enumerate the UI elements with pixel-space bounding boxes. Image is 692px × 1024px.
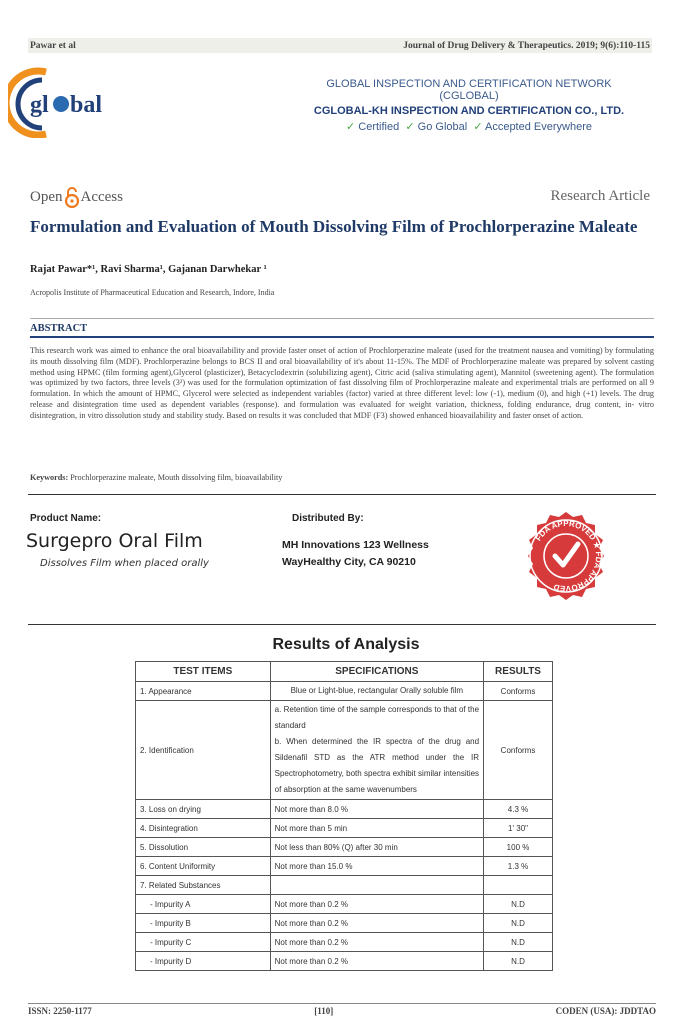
specification: Not more than 15.0 %: [270, 857, 483, 876]
result: N.D: [484, 914, 553, 933]
authors: Rajat Pawar*¹, Ravi Sharma¹, Gajanan Darwhekar ¹: [30, 264, 267, 275]
result: 1.3 %: [484, 857, 553, 876]
distributed-by-label: Distributed By:: [292, 513, 364, 524]
running-header: [28, 38, 652, 53]
result: Conforms: [484, 701, 553, 800]
svg-text:gl: gl: [30, 92, 49, 118]
specification: Blue or Light-blue, rectangular Orally soluble film: [270, 682, 483, 701]
open-text: Open: [30, 188, 63, 205]
affiliation: Acropolis Institute of Pharmaceutical Education and Research, Indore, India: [30, 288, 275, 297]
page-number: [110]: [314, 1006, 334, 1016]
product-name: Surgepro Oral Film: [26, 530, 203, 552]
specification: Not more than 8.0 %: [270, 800, 483, 819]
result: 100 %: [484, 838, 553, 857]
specification: a. Retention time of the sample corresponds to that of the standard b. When determined the IR spectra of the drug and Sildenafil STD as the ATR method under the IR Spectrophotometry, both spectra exhibit similar intensities of absorption at the same wavenumbers: [270, 701, 483, 800]
badge-go-global: Go Global: [417, 121, 468, 133]
table-row: [136, 838, 553, 857]
table-header-row: [136, 662, 553, 682]
specification: Not more than 0.2 %: [270, 895, 483, 914]
open-access-label: [30, 186, 123, 208]
test-item: - Impurity C: [136, 933, 271, 952]
table-row: [136, 819, 553, 838]
result: N.D: [484, 933, 553, 952]
badge-certified: Certified: [358, 121, 400, 133]
keywords: [30, 473, 282, 482]
distributor-address: [282, 537, 429, 571]
header-specifications: SPECIFICATIONS: [270, 662, 483, 682]
test-item: 6. Content Uniformity: [136, 857, 271, 876]
table-row: [136, 701, 553, 800]
table-row: [136, 933, 553, 952]
abstract-heading: ABSTRACT: [30, 318, 654, 338]
test-item: - Impurity B: [136, 914, 271, 933]
check-icon: ✓: [405, 121, 415, 133]
analysis-table: [135, 661, 553, 971]
result: [484, 876, 553, 895]
header-test-items: TEST ITEMS: [136, 662, 271, 682]
open-lock-icon: [64, 186, 80, 208]
divider: [28, 494, 656, 495]
table-row: [136, 800, 553, 819]
table-row: [136, 895, 553, 914]
keywords-text: Prochlorperazine maleate, Mouth dissolving film, bioavailability: [68, 473, 283, 482]
coden: CODEN (USA): JDDTAO: [555, 1006, 656, 1016]
svg-text:bal: bal: [70, 92, 103, 118]
cglobal-banner: [304, 78, 634, 133]
badge-accepted: Accepted Everywhere: [484, 121, 592, 133]
test-item: 7. Related Substances: [136, 876, 271, 895]
cglobal-badges: [304, 120, 634, 133]
specification: Not less than 80% (Q) after 30 min: [270, 838, 483, 857]
check-icon: ✓: [346, 121, 356, 133]
article-title: Formulation and Evaluation of Mouth Dissolving Film of Prochlorperazine Maleate: [30, 217, 638, 236]
product-tagline: Dissolves Film when placed orally: [40, 558, 209, 569]
result: N.D: [484, 895, 553, 914]
result: 1' 30": [484, 819, 553, 838]
cglobal-company: CGLOBAL-KH INSPECTION AND CERTIFICATION CO., LTD.: [313, 105, 625, 117]
specification: Not more than 0.2 %: [270, 952, 483, 971]
specification: Not more than 0.2 %: [270, 933, 483, 952]
result: N.D: [484, 952, 553, 971]
test-item: 3. Loss on drying: [136, 800, 271, 819]
fda-approved-seal: [520, 510, 612, 602]
keywords-label: Keywords:: [30, 473, 69, 482]
cglobal-network: GLOBAL INSPECTION AND CERTIFICATION NETWORK (CGLOBAL): [326, 78, 612, 102]
page-footer: [28, 1003, 656, 1016]
table-row: [136, 952, 553, 971]
divider: [28, 624, 656, 625]
running-header-journal: Journal of Drug Delivery & Therapeutics. 2019; 9(6):110-115: [403, 40, 650, 51]
access-text: Access: [80, 188, 123, 205]
table-row: [136, 914, 553, 933]
article-type: Research Article: [550, 188, 650, 204]
test-item: - Impurity A: [136, 895, 271, 914]
test-item: - Impurity D: [136, 952, 271, 971]
table-row: [136, 682, 553, 701]
distributor-line2: WayHealthy City, CA 90210: [282, 556, 416, 568]
test-item: 2. Identification: [136, 701, 271, 800]
test-item: 1. Appearance: [136, 682, 271, 701]
table-row: [136, 876, 553, 895]
abstract-text: This research work was aimed to enhance the oral bioavailability and provide faster onset of action of Prochlorperazine maleate (used for the treatment nausea and vomiting) by formulating its mouth dissolving film (MDF). Prochlorperazine belongs to BCS II and oral bioavailability of it's about 11-15%. The MDF of Prochlorperazine maleate was prepared by solvent casting method using HPMC (film forming agent),Glycerol (plasticizer), Betacyclodextrin (solubilizing agent), Citric acid (saliva stimulating agent), Mannitol (sweetening agent). The formulation was optimized by two factors, three levels (3²) was used for the formulation optimization of fast dissolving film of Prochlorperazine maleate and experimental trials are performed on all 9 formulation. In which the amount of HPMC, Glycerol were selected as independent variables (factor) varied at three different level: low (-1), medium (0), and high (+1) levels. The drug release and disintegration time used as dependent variables (response). and formulation was evaluated for weight variation, thickness, folding endurance, drug content, in- vitro disintegration, in vitro dissolution study and stability study. Based on results it was concluded that MDF (F3) showed enhanced bioavailability and faster onset of action.: [30, 346, 654, 420]
distributor-line1: MH Innovations 123 Wellness: [282, 539, 429, 551]
test-item: 5. Dissolution: [136, 838, 271, 857]
cglobal-logo: [8, 66, 116, 138]
specification: [270, 876, 483, 895]
issn: ISSN: 2250-1177: [28, 1006, 92, 1016]
test-item: 4. Disintegration: [136, 819, 271, 838]
analysis-title: Results of Analysis: [272, 636, 420, 653]
result: Conforms: [484, 682, 553, 701]
specification: Not more than 5 min: [270, 819, 483, 838]
svg-text:FDA APPROVED ★ FDA APPROVED: FDA APPROVED ★ FDA APPROVED: [533, 518, 604, 594]
header-results: RESULTS: [484, 662, 553, 682]
check-icon: ✓: [473, 121, 483, 133]
running-header-author: Pawar et al: [30, 40, 76, 51]
product-name-label: Product Name:: [30, 513, 102, 524]
specification: Not more than 0.2 %: [270, 914, 483, 933]
result: 4.3 %: [484, 800, 553, 819]
table-row: [136, 857, 553, 876]
